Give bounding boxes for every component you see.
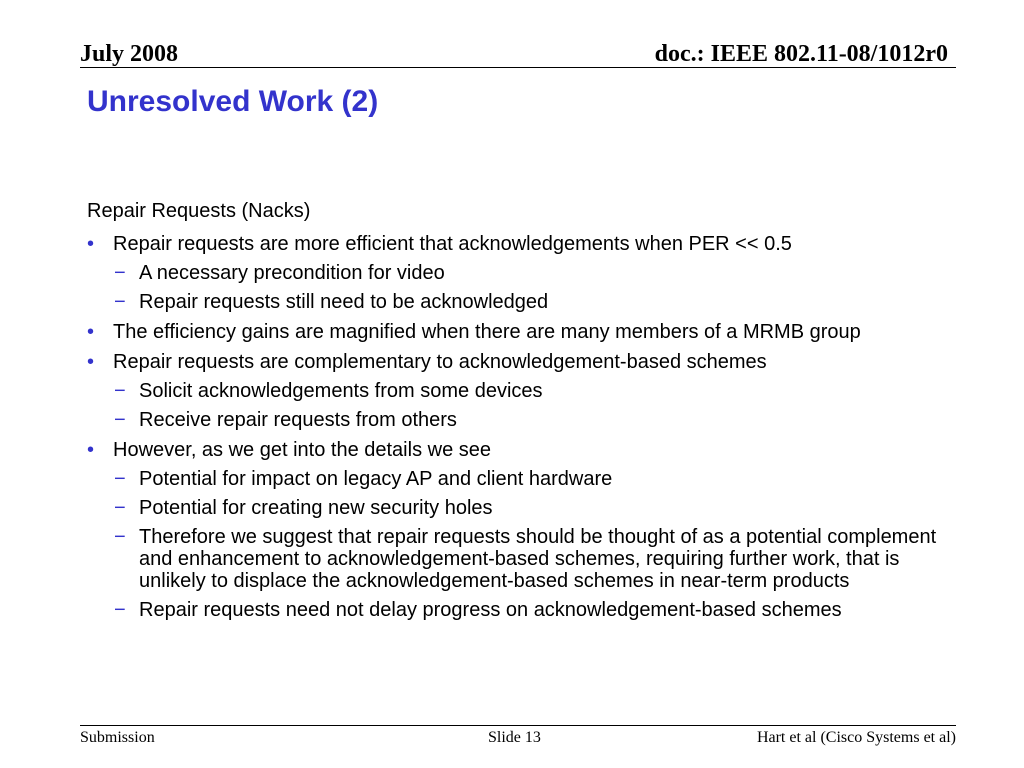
bullet-text: Repair requests are more efficient that acknowledgements when PER << 0.5 (113, 233, 792, 255)
dash-icon: − (114, 599, 126, 621)
sub-bullet-item (87, 468, 947, 490)
header-rule (80, 67, 956, 68)
bullet-item (87, 439, 947, 621)
bullet-dot-icon: • (87, 233, 95, 255)
bullet-item (87, 233, 947, 313)
footer-rule (80, 725, 956, 726)
dash-icon: − (114, 380, 126, 402)
sub-bullet-text: Potential for creating new security holes (139, 497, 493, 519)
footer-slide-number: Slide 13 (488, 729, 541, 746)
sub-bullet-text: Solicit acknowledgements from some devices (139, 380, 543, 402)
sub-bullet-item (87, 380, 947, 402)
sub-bullet-item (87, 409, 947, 431)
slide-body (87, 199, 947, 629)
header-date: July 2008 (80, 41, 179, 67)
sub-bullet-item (87, 262, 947, 284)
dash-icon: − (114, 291, 126, 313)
bullet-dot-icon: • (87, 321, 95, 343)
bullet-text: However, as we get into the details we see (113, 439, 491, 461)
sub-bullet-text: Repair requests still need to be acknowledged (139, 291, 549, 313)
bullet-dot-icon: • (87, 439, 95, 461)
dash-icon: − (114, 409, 126, 431)
sub-bullet-text: Receive repair requests from others (139, 409, 457, 431)
sub-bullet-text: Potential for impact on legacy AP and client hardware (139, 468, 613, 490)
sub-bullet-item (87, 526, 947, 592)
sub-bullet-text: A necessary precondition for video (139, 262, 445, 284)
footer-submission: Submission (80, 729, 155, 746)
sub-bullet-item (87, 599, 947, 621)
bullet-item (87, 321, 947, 343)
footer-authors: Hart et al (Cisco Systems et al) (756, 729, 956, 746)
bullet-text: The efficiency gains are magnified when there are many members of a MRMB group (113, 321, 861, 343)
dash-icon: − (114, 497, 126, 519)
bullet-item (87, 351, 947, 431)
sub-bullet-text: Repair requests need not delay progress on acknowledgement-based schemes (139, 599, 842, 621)
bullet-text: Repair requests are complementary to acknowledgement-based schemes (113, 351, 767, 373)
sub-bullet-item (87, 291, 947, 313)
dash-icon: − (114, 468, 126, 490)
header-doc-id: doc.: IEEE 802.11-08/1012r0 (654, 41, 948, 67)
sub-bullet-item (87, 497, 947, 519)
sub-bullet-text: Therefore we suggest that repair requests should be thought of as a potential complement and enhancement to acknowledgement-based schemes, requiring further work, that is unlikely to displace the acknowledgement-based schemes in near-term products (139, 526, 937, 592)
dash-icon: − (114, 526, 126, 548)
slide-title: Unresolved Work (2) (87, 85, 379, 118)
body-intro: Repair Requests (Nacks) (87, 200, 311, 222)
dash-icon: − (114, 262, 126, 284)
bullet-dot-icon: • (87, 351, 95, 373)
